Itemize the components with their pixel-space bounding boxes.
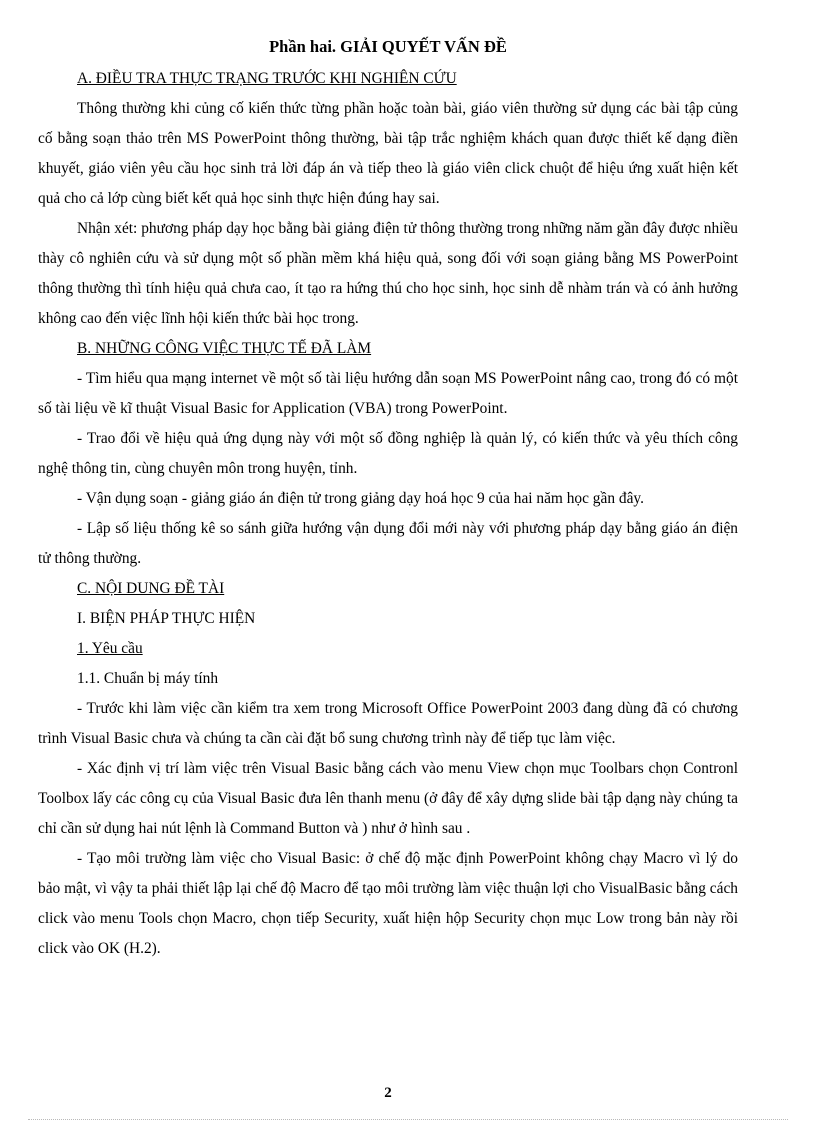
section-c-item: - Xác định vị trí làm việc trên Visual Basic bằng cách vào menu View chọn mục Toolbars chọn Contronl Toolbox lấy các công cụ của Visual Basic đưa lên thanh menu (ở đây để xây dựng slide bài tập dạng này chúng ta chỉ cần sử dụng hai nút lệnh là Command Button và ) như ở hình sau . (38, 760, 738, 837)
section-c-item: - Trước khi làm việc cần kiểm tra xem trong Microsoft Office PowerPoint 2003 đang dùng đã có chương trình Visual Basic chưa và chúng ta cần cài đặt bổ sung chương trình này để tiếp tục làm việc. (38, 700, 738, 747)
section-b-item: - Tìm hiểu qua mạng internet về một số tài liệu hướng dẫn soạn MS PowerPoint nâng cao, trong đó có một số tài liệu về kĩ thuật Visual Basic for Application (VBA) trong PowerPoint. (38, 370, 738, 417)
section-a-heading (38, 64, 738, 94)
section-b-heading-text: B. NHỮNG CÔNG VIỆC THỰC TẾ ĐÃ LÀM (77, 340, 372, 357)
section-b-item: - Vận dụng soạn - giảng giáo án điện tử trong giảng dạy hoá học 9 của hai năm học gần đây. (77, 490, 644, 507)
footer-divider (28, 1119, 788, 1120)
section-a-paragraph-2: Nhận xét: phương pháp dạy học bằng bài giảng điện tử thông thường trong những năm gần đây được nhiều thày cô nghiên cứu và sử dụng một số phần mềm khá hiệu quả, song đối với soạn giảng bằng MS PowerPoint thông thường thì tính hiệu quả chưa cao, ít tạo ra hứng thú cho học sinh, học sinh dễ nhàm trán và có ảnh hưởng không cao đến việc lĩnh hội kiến thức bài học trong. (38, 220, 738, 327)
section-c-subheading-2-text: 1. Yêu cầu (77, 640, 143, 657)
section-c-heading-text: C. NỘI DUNG ĐỀ TÀI (77, 580, 225, 597)
section-c-subheading-3: 1.1. Chuẩn bị máy tính (77, 670, 219, 687)
section-b-heading (38, 334, 738, 364)
section-c-subheading-1: I. BIỆN PHÁP THỰC HIỆN (77, 610, 256, 627)
section-b-item: - Trao đổi về hiệu quả ứng dụng này với một số đồng nghiệp là quản lý, có kiến thức và yêu thích công nghệ thông tin, cùng chuyên môn trong huyện, tỉnh. (38, 430, 738, 477)
section-a-heading-text: A. ĐIỀU TRA THỰC TRẠNG TRƯỚC KHI NGHIÊN CỨU (77, 70, 457, 87)
section-c-item: - Tạo môi trường làm việc cho Visual Basic: ở chế độ mặc định PowerPoint không chạy Macro vì lý do bảo mật, vì vậy ta phải thiết lập lại chế độ Macro để tạo môi trường làm việc thuận lợi cho VisualBasic bằng cách click vào menu Tools chọn Macro, chọn tiếp Security, xuất hiện hộp Security chọn mục Low trong bản này rồi click vào OK (H.2). (38, 850, 738, 957)
page-number: 2 (384, 1085, 392, 1101)
section-c-heading (38, 574, 738, 604)
section-c-subheading-2 (38, 634, 738, 664)
section-b-item: - Lập số liệu thống kê so sánh giữa hướng vận dụng đổi mới này với phương pháp dạy bằng giáo án điện tử thông thường. (38, 520, 738, 567)
page-title: Phần hai. GIẢI QUYẾT VẤN ĐỀ (269, 37, 507, 56)
section-a-paragraph-1: Thông thường khi củng cố kiến thức từng phần hoặc toàn bài, giáo viên thường sử dụng các bài tập củng cố bằng soạn thảo trên MS PowerPoint thông thường, bài tập trắc nghiệm khách quan được thiết kế dạng điền khuyết, giáo viên yêu cầu học sinh trả lời đáp án và tiếp theo là giáo viên click chuột để hiệu ứng xuất hiện kết quả cho cả lớp cùng biết kết quả học sinh thực hiện đúng hay sai. (38, 100, 738, 207)
document-page (38, 36, 738, 964)
